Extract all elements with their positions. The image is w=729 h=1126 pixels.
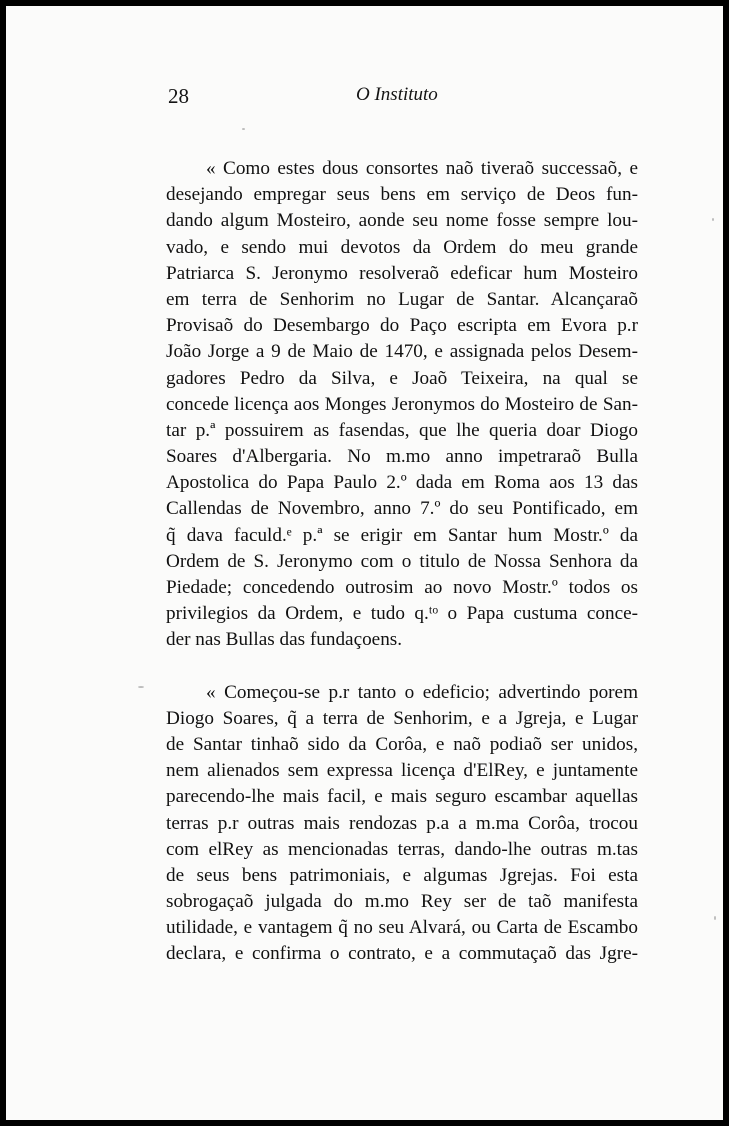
text-line: « Como estes dous consortes naõ tiveraõ successaõ, e bbox=[206, 158, 638, 179]
paper-speck bbox=[242, 128, 245, 130]
text-line: « Começou-se p.r tanto o edeficio; advertindo porem bbox=[206, 681, 638, 703]
text-line: dando algum Mosteiro, aonde seu nome fosse sempre lou- bbox=[166, 210, 638, 232]
text-line: tar p.ª possuirem as fasendas, que lhe queria doar Diogo bbox=[166, 419, 638, 441]
paper-speck bbox=[138, 686, 144, 688]
text-line: sobrogaçaõ julgada do m.mo Rey ser de taõ manifesta bbox=[166, 891, 638, 913]
text-line: em terra de Senhorim no Lugar de Santar. Alcançaraõ bbox=[166, 288, 638, 310]
text-line: nem alienados sem expressa licença d'ElRey, e juntamente bbox=[166, 760, 638, 782]
body-text bbox=[166, 156, 638, 994]
text-line: parecendo-lhe mais facil, e mais seguro escambar aquellas bbox=[166, 786, 638, 808]
text-line: terras p.r outras mais rendozas p.a a m.ma Corôa, trocou bbox=[166, 812, 638, 834]
text-line: Patriarca S. Jeronymo resolveraõ edeficar hum Mosteiro bbox=[166, 262, 638, 284]
text-line: Diogo Soares, q̃ a terra de Senhorim, e a Jgreja, e Lugar bbox=[166, 707, 638, 729]
text-line: vado, e sendo mui devotos da Ordem do meu grande bbox=[166, 236, 638, 258]
text-line: com elRey as mencionadas terras, dando-lhe outras m.tas bbox=[166, 838, 638, 860]
text-line: Soares d'Albergaria. No m.mo anno impetraraõ Bulla bbox=[166, 446, 638, 468]
text-line: der nas Bullas das fundaçoens. bbox=[166, 629, 403, 651]
text-line: Piedade; concedendo outrosim ao novo Mostr.º todos os bbox=[166, 577, 638, 598]
text-line: de seus bens patrimoniais, e algumas Jgrejas. Foi esta bbox=[166, 864, 638, 886]
text-line: privilegios da Ordem, e tudo q.ᵗᵒ o Papa custuma conce- bbox=[166, 603, 638, 625]
text-line: desejando empregar seus bens em serviço de Deos fun- bbox=[166, 184, 638, 206]
text-line: declara, e confirma o contrato, e a commutaçaõ das Jgre- bbox=[166, 943, 638, 965]
text-line: Apostolica do Papa Paulo 2.º dada em Roma aos 13 das bbox=[166, 472, 638, 494]
text-line: Ordem de S. Jeronymo com o titulo de Nossa Senhora da bbox=[166, 550, 638, 572]
text-line: João Jorge a 9 de Maio de 1470, e assignada pelos Desem- bbox=[166, 341, 638, 363]
text-line: Provisaõ do Desembargo do Paço escripta em Evora p.r bbox=[166, 315, 638, 337]
text-line: Callendas de Novembro, anno 7.º do seu Pontificado, em bbox=[166, 498, 638, 520]
text-line: q̃ dava faculd.ᵉ p.ª se erigir em Santar hum Mostr.º da bbox=[166, 524, 638, 546]
page-number: 28 bbox=[168, 84, 189, 108]
running-title: O Instituto bbox=[356, 84, 438, 105]
book-page bbox=[6, 6, 723, 1120]
paper-speck bbox=[712, 218, 714, 221]
text-line: gadores Pedro da Silva, e Joaõ Teixeira, na qual se bbox=[166, 367, 638, 389]
paragraph-2 bbox=[166, 680, 638, 968]
page-header bbox=[6, 84, 723, 114]
paragraph-1 bbox=[166, 156, 638, 654]
text-line: concede licença aos Monges Jeronymos do Mosteiro de San- bbox=[166, 393, 638, 415]
text-line: utilidade, e vantagem q̃ no seu Alvará, ou Carta de Escambo bbox=[166, 917, 638, 939]
text-line: de Santar tinhaõ sido da Corôa, e naõ podiaõ ser unidos, bbox=[166, 733, 638, 755]
paper-speck bbox=[714, 916, 716, 920]
